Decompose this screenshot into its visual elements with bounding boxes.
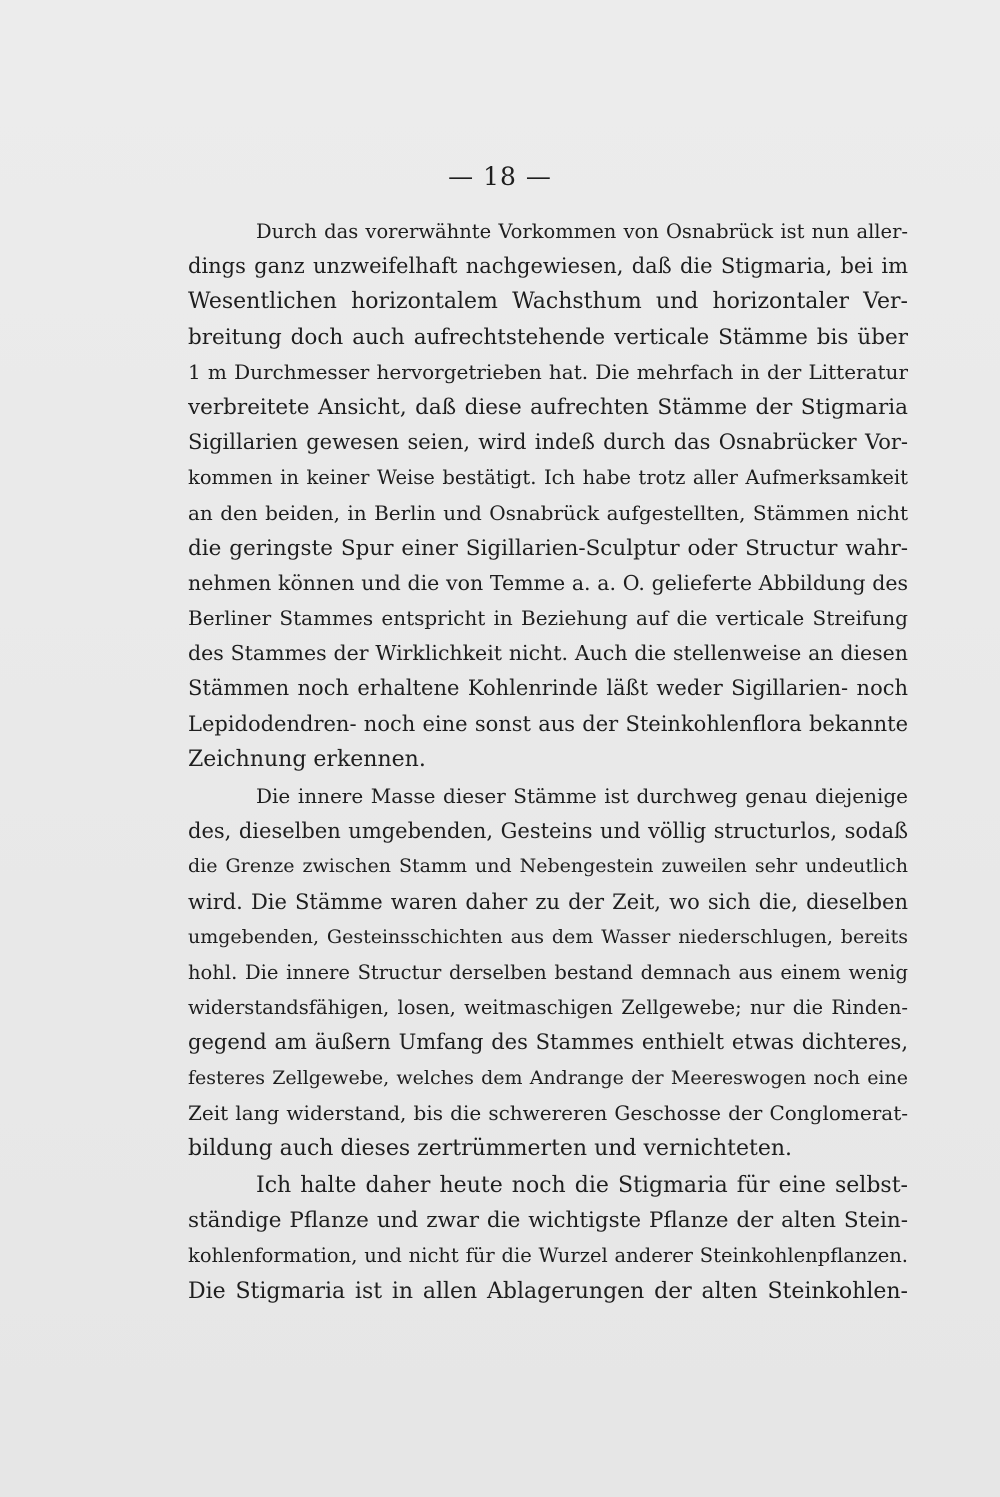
text-line: Stämmen noch erhaltene Kohlenrinde läßt weder Sigillarien- noch <box>188 676 908 701</box>
text-line: des Stammes der Wirklichkeit nicht. Auch die stellenweise an diesen <box>188 641 908 666</box>
text-line: hohl. Die innere Structur derselben bestand demnach aus einem wenig <box>188 960 908 984</box>
text-line: gegend am äußern Umfang des Stammes enthielt etwas dichteres, <box>188 1030 908 1055</box>
text-line: Sigillarien gewesen seien, wird indeß durch das Osnabrücker Vor- <box>188 430 908 455</box>
text-line: wird. Die Stämme waren daher zu der Zeit, wo sich die, dieselben <box>188 889 908 914</box>
text-line: widerstandsfähigen, losen, weitmaschigen Zellgewebe; nur die Rinden- <box>188 996 908 1020</box>
page-number: — 18 — <box>448 162 552 191</box>
text-line: verbreitete Ansicht, daß diese aufrechten Stämme der Stigmaria <box>188 394 908 420</box>
text-line: Die innere Masse dieser Stämme ist durchweg genau diejenige <box>256 784 908 808</box>
text-line: Lepidodendren- noch eine sonst aus der Steinkohlenflora bekannte <box>188 711 908 736</box>
paragraph-2 <box>188 779 908 1166</box>
text-line: Durch das vorerwähnte Vorkommen von Osnabrück ist nun aller- <box>256 220 908 243</box>
text-line: nehmen können und die von Temme a. a. O. gelieferte Abbildung des <box>188 570 908 595</box>
text-line: Ich halte daher heute noch die Stigmaria für eine selbst- <box>256 1173 908 1199</box>
text-line: umgebenden, Gesteinsschichten aus dem Wasser niederschlugen, bereits <box>188 925 908 948</box>
text-line: die Grenze zwischen Stamm und Nebengestein zuweilen sehr undeutlich <box>188 855 908 878</box>
text-line: an den beiden, in Berlin und Osnabrück aufgestellten, Stämmen nicht <box>188 500 908 525</box>
text-line: kohlenformation, und nicht für die Wurzel anderer Steinkohlenpflanzen. <box>188 1244 908 1268</box>
text-line: Wesentlichen horizontalem Wachsthum und horizontaler Ver- <box>188 289 908 315</box>
text-line: Zeit lang widerstand, bis die schwereren Geschosse der Conglomerat- <box>188 1100 908 1125</box>
text-line: Berliner Stammes entspricht in Beziehung auf die verticale Streifung <box>188 606 908 631</box>
text-line: bildung auch dieses zertrümmerten und vernichteten. <box>188 1135 793 1161</box>
paragraph-3 <box>188 1168 908 1309</box>
text-line: kommen in keiner Weise bestätigt. Ich habe trotz aller Aufmerksamkeit <box>188 466 908 490</box>
text-line: die geringste Spur einer Sigillarien-Sculptur oder Structur wahr- <box>188 535 908 561</box>
text-line: Zeichnung erkennen. <box>188 746 426 772</box>
text-line: dings ganz unzweifelhaft nachgewiesen, daß die Stigmaria, bei im <box>188 254 908 279</box>
text-line: 1 m Durchmesser hervorgetrieben hat. Die mehrfach in der Litteratur <box>188 359 908 384</box>
text-line: ständige Pflanze und zwar die wichtigste Pflanze der alten Stein- <box>188 1208 908 1234</box>
paragraph-1 <box>188 214 908 777</box>
text-line: breitung doch auch aufrechtstehende verticale Stämme bis über <box>188 324 908 350</box>
body-text <box>188 214 908 1309</box>
text-line: festeres Zellgewebe, welches dem Andrange der Meereswogen noch eine <box>188 1066 908 1089</box>
text-line: des, dieselben umgebenden, Gesteins und völlig structurlos, sodaß <box>188 819 908 844</box>
text-line: Die Stigmaria ist in allen Ablagerungen der alten Steinkohlen- <box>188 1278 908 1304</box>
